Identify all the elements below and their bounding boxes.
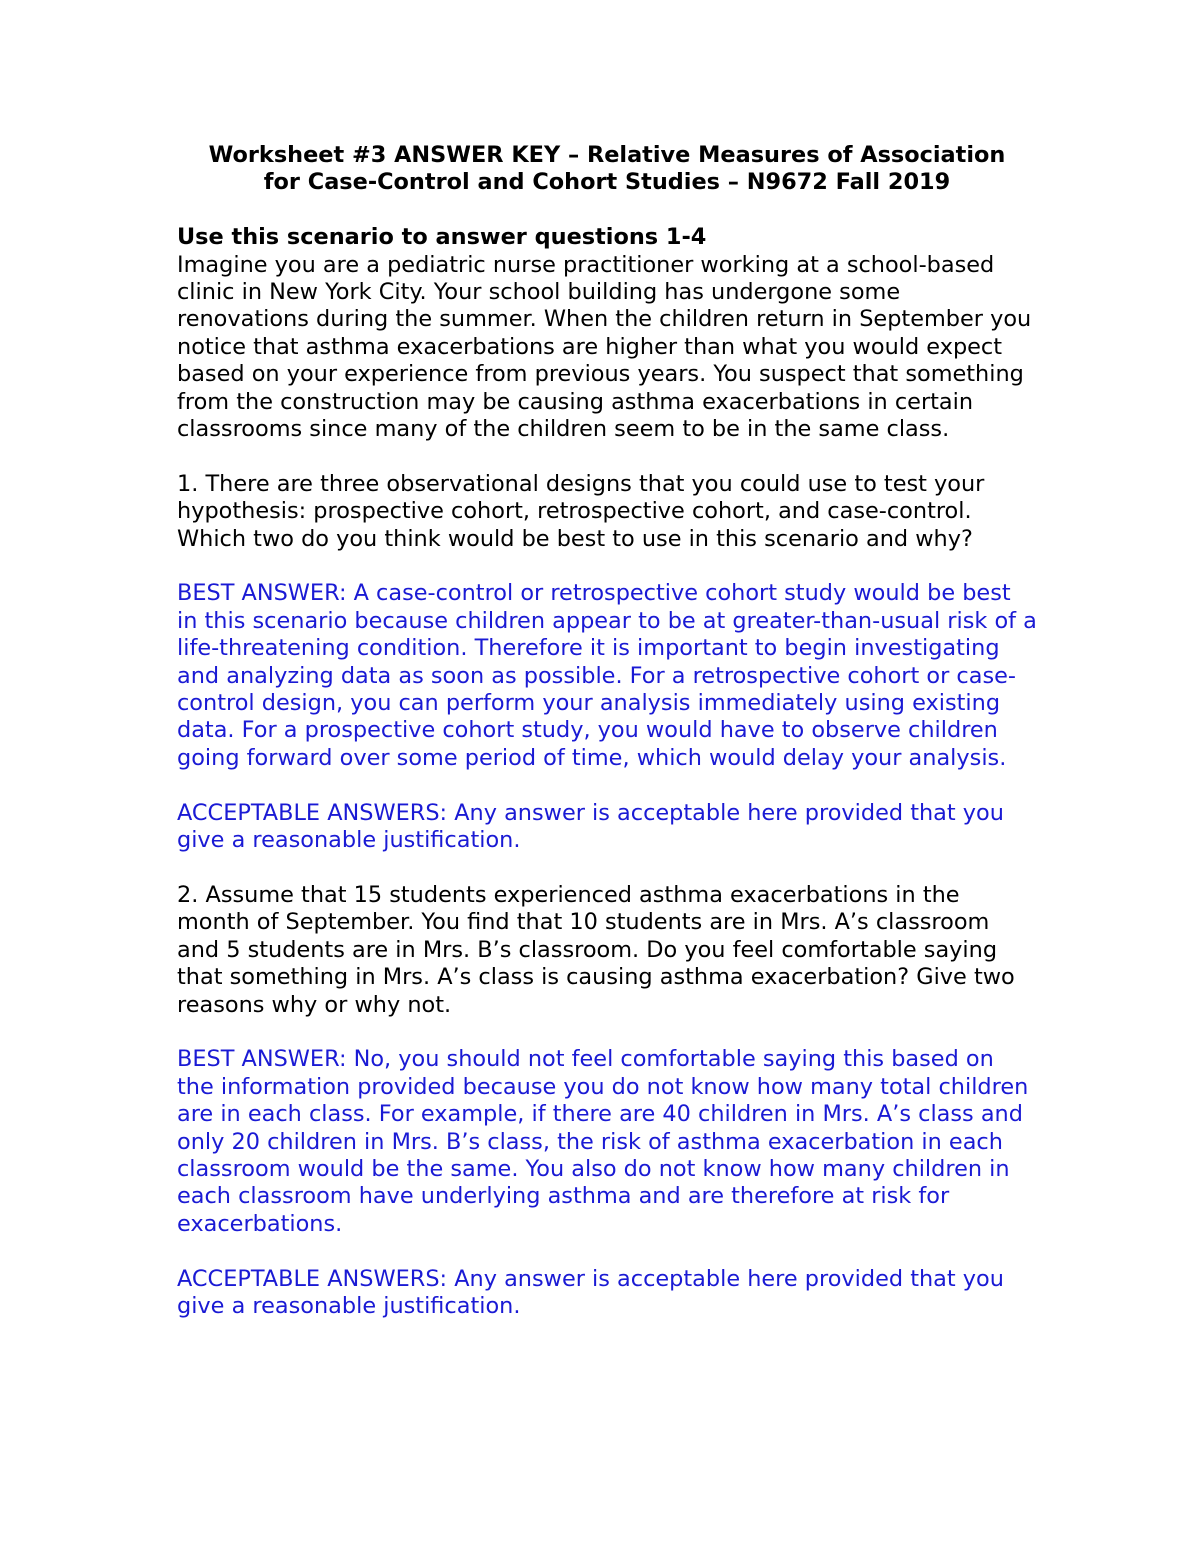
best-answer: BEST ANSWER: No, you should not feel comfortable saying this based on the information provided because you do not know how many total children are in each class. For example, if there are 40 children in Mrs. A’s class and only 20 children in Mrs. B’s class, the risk of asthma exacerbation in each classroom would be the same. You also do not know how many children in each classroom have underlying asthma and are therefore at risk for exacerbations. <box>177 1046 1029 1237</box>
spacer <box>177 443 1037 470</box>
question-block <box>177 471 1037 855</box>
question-text <box>177 882 1037 1019</box>
scenario-heading: Use this scenario to answer questions 1-4 <box>177 224 707 251</box>
spacer <box>177 1019 1037 1046</box>
question-body: There are three observational designs that you could use to test your hypothesis: prospective cohort, retrospective cohort, and case-control. Which two do you think would be best to use in this scenario and why? <box>177 470 985 552</box>
question-body: Assume that 15 students experienced asthma exacerbations in the month of September. You find that 10 students are in Mrs. A’s classroom and 5 students are in Mrs. B’s classroom. Do you feel comfortable saying that something in Mrs. A’s class is causing asthma exacerbation? Give two reasons why or why not. <box>177 881 1015 1018</box>
acceptable-answers: ACCEPTABLE ANSWERS: Any answer is acceptable here provided that you give a reasonable justification. <box>177 799 1004 854</box>
question-block <box>177 882 1037 1320</box>
document-title: Worksheet #3 ANSWER KEY – Relative Measures of Association for Case-Control and Cohort Studies – N9672 Fall 2019 <box>208 142 1006 196</box>
spacer <box>177 855 1037 882</box>
spacer <box>177 553 1037 580</box>
question-number: 2. <box>177 881 199 908</box>
spacer <box>177 772 1037 799</box>
document-page <box>177 142 1037 1320</box>
question-number: 1. <box>177 470 199 497</box>
spacer <box>177 1238 1037 1265</box>
acceptable-answers: ACCEPTABLE ANSWERS: Any answer is acceptable here provided that you give a reasonable justification. <box>177 1265 1004 1319</box>
best-answer: BEST ANSWER: A case-control or retrospective cohort study would be best in this scenario because children appear to be at greater-than-usual risk of a life-threatening condition. Therefore it is important to begin investigating and analyzing data as soon as possible. For a retrospective cohort or case-control design, you can perform your analysis immediately using existing data. For a prospective cohort study, you would have to observe children going forward over some period of time, which would delay your analysis. <box>177 580 1037 771</box>
scenario-text: Imagine you are a pediatric nurse practitioner working at a school-based clinic in New York City. Your school building has undergone some renovations during the summer. When the children return in September you notice that asthma exacerbations are higher than what you would expect based on your experience from previous years. You suspect that something from the construction may be causing asthma exacerbations in certain classrooms since many of the children seem to be in the same class. <box>177 251 1032 443</box>
question-text <box>177 471 1037 553</box>
spacer <box>177 197 1037 224</box>
